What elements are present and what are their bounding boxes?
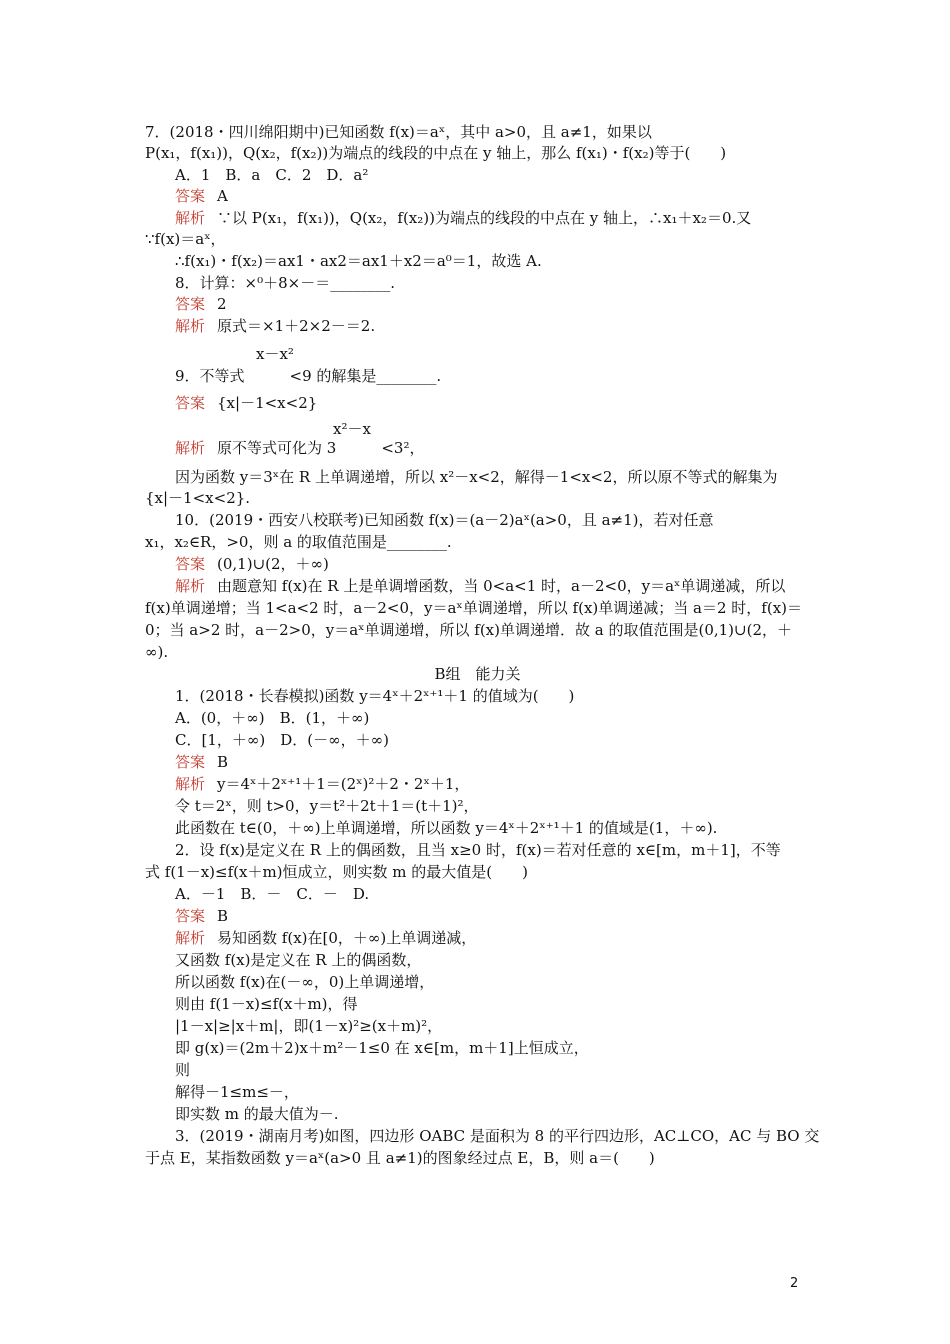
q7-analysis-line3: ∴f(x₁)・f(x₂)＝ax1・ax2＝ax1＋x2＝a⁰＝1，故选 A. [175,252,542,270]
answer-text: (0,1)∪(2，＋∞) [217,555,329,573]
q9-analysis-line1 [175,438,810,459]
b2-options: A．－1 B．－ C．－ D. [175,885,370,903]
b2-analysis-line4: 则由 f(1－x)≤f(x＋m)，得 [175,995,358,1013]
b2-analysis-line3: 所以函数 f(x)在(－∞，0)上单调递增， [175,973,435,991]
answer-text: A [217,187,228,205]
q9-exponent: x－x² [256,345,294,363]
b2-stem-line2: 式 f(1－x)≤f(x＋m)恒成立，则实数 m 的最大值是( ) [145,863,528,881]
q9-stem: 9．不等式 <9 的解集是________. [175,367,442,385]
q7-stem-line2: P(x₁，f(x₁))，Q(x₂，f(x₂))为端点的线段的中点在 y 轴上，那么 f(x₁)・f(x₂)等于( ) [145,144,727,162]
answer-label: 答案 [175,753,206,771]
analysis-text: 由题意知 f(x)在 R 上是单调增函数，当 0<a<1 时，a－2<0，y＝aˣ单调递减，所以 [217,577,786,595]
b1-analysis-line3: 此函数在 t∈(0，＋∞)上单调递增，所以函数 y＝4ˣ＋2ˣ⁺¹＋1 的值域是(1，＋∞). [175,819,718,837]
q7-analysis-line1 [175,208,810,229]
q9-analysis-line2: 因为函数 y＝3ˣ在 R 上单调递增，所以 x²－x<2，解得－1<x<2，所以原不等式的解集为 [175,468,778,486]
q9-analysis-line3: {x|－1<x<2}. [145,489,251,507]
q7-options: A．1 B．a C．2 D．a² [175,166,369,184]
b2-analysis-line6: 即 g(x)＝(2m＋2)x＋m²－1≤0 在 x∈[m，m＋1]上恒成立， [175,1039,589,1057]
b1-options-2: C．[1，＋∞) D．(－∞，＋∞) [175,731,389,749]
b1-options-1: A．(0，＋∞) B．(1，＋∞) [175,709,370,727]
answer-label: 答案 [175,187,206,205]
q9-analysis-exponent: x²－x [333,420,371,438]
b2-stem-line1: 2．设 f(x)是定义在 R 上的偶函数，且当 x≥0 时，f(x)＝若对任意的 x∈[m，m＋1]，不等 [175,841,781,859]
b2-analysis-line5: |1－x|≥|x＋m|，即(1－x)²≥(x＋m)²， [175,1017,443,1035]
analysis-text: y＝4ˣ＋2ˣ⁺¹＋1＝(2ˣ)²＋2・2ˣ＋1， [217,775,470,793]
b1-answer [175,752,810,773]
q10-analysis-line1 [175,576,810,597]
analysis-text: 易知函数 f(x)在[0，＋∞)上单调递减， [217,929,477,947]
q10-analysis-line4: ∞). [145,643,169,661]
analysis-text: 原式＝×1＋2×2－＝2. [217,317,376,335]
answer-text: B [217,753,229,771]
analysis-label: 解析 [175,317,206,335]
answer-label: 答案 [175,907,206,925]
answer-label: 答案 [175,295,206,313]
answer-label: 答案 [175,394,206,412]
analysis-text: 原不等式可化为 3 <3²， [217,439,425,457]
q8-answer [175,294,810,315]
analysis-label: 解析 [175,929,206,947]
b2-analysis-line1 [175,928,810,949]
q10-answer [175,554,810,575]
b3-stem-line2: 于点 E，某指数函数 y＝aˣ(a>0 且 a≠1)的图象经过点 E，B，则 a＝( ) [145,1149,655,1167]
q10-analysis-line3: 0；当 a>2 时，a－2>0，y＝aˣ单调递增，所以 f(x)单调递增．故 a 的取值范围是(0,1)∪(2，＋ [145,621,792,639]
q10-stem-line2: x₁，x₂∈R，>0，则 a 的取值范围是________. [145,533,452,551]
analysis-label: 解析 [175,209,206,227]
q8-stem: 8．计算：×⁰＋8×－＝________. [175,274,396,292]
b2-analysis-line2: 又函数 f(x)是定义在 R 上的偶函数， [175,951,422,969]
b2-analysis-line9: 即实数 m 的最大值为－. [175,1105,339,1123]
q7-stem-line1: 7．(2018・四川绵阳期中)已知函数 f(x)＝aˣ，其中 a>0，且 a≠1，如果以 [145,123,652,141]
q8-analysis [175,316,810,337]
b3-stem-line1: 3．(2019・湖南月考)如图，四边形 OABC 是面积为 8 的平行四边形，AC⊥CO，AC 与 BO 交 [175,1127,820,1145]
answer-text: B [217,907,229,925]
b1-analysis-line1 [175,774,810,795]
analysis-text: ∵以 P(x₁，f(x₁))，Q(x₂，f(x₂))为端点的线段的中点在 y 轴上，∴x₁＋x₂＝0.又 [217,209,752,227]
b1-stem: 1．(2018・长春模拟)函数 y＝4ˣ＋2ˣ⁺¹＋1 的值域为( ) [175,687,575,705]
section-heading: B组 能力关 [434,665,521,683]
b2-analysis-line7: 则 [175,1061,191,1079]
analysis-label: 解析 [175,439,206,457]
answer-label: 答案 [175,555,206,573]
answer-text: {x|－1<x<2} [217,394,318,412]
analysis-label: 解析 [175,775,206,793]
q7-analysis-line2: ∵f(x)＝aˣ， [145,230,226,248]
b1-analysis-line2: 令 t＝2ˣ，则 t>0，y＝t²＋2t＋1＝(t＋1)²， [175,797,479,815]
q9-answer [175,393,810,414]
b2-analysis-line8: 解得－1≤m≤－， [175,1083,299,1101]
q10-analysis-line2: f(x)单调递增；当 1<a<2 时，a－2<0，y＝aˣ单调递增，所以 f(x)单调递减；当 a＝2 时，f(x)＝ [145,599,803,617]
q7-answer [175,186,810,207]
analysis-label: 解析 [175,577,206,595]
b2-answer [175,906,810,927]
answer-text: 2 [217,295,227,313]
q10-stem-line1: 10．(2019・西安八校联考)已知函数 f(x)＝(a－2)aˣ(a>0，且 a≠1)，若对任意 [175,511,714,529]
page-number: 2 [790,1276,799,1291]
